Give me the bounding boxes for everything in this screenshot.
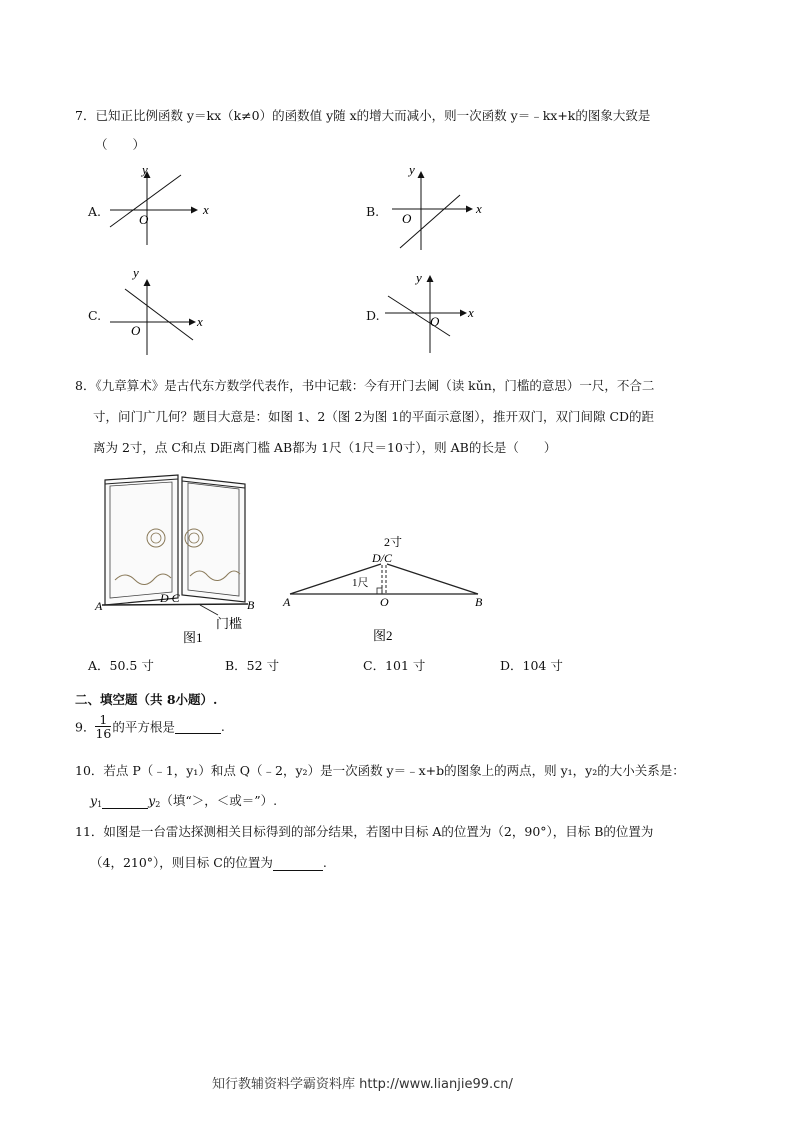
q8-line3: 离为 2寸，点 C和点 D距离门槛 AB都为 1尺（1尺＝10寸），则 AB的长是（ ） bbox=[93, 440, 557, 455]
label-a: A bbox=[283, 595, 291, 609]
q8-figure-2 bbox=[280, 532, 495, 647]
figure-1-caption: 图1 bbox=[183, 630, 203, 645]
q11-end: . bbox=[322, 855, 327, 870]
q10-y1: y bbox=[90, 793, 98, 808]
q7-option-b-label: B. bbox=[366, 204, 380, 219]
fraction-denominator: 16 bbox=[95, 726, 112, 741]
q10-tail: （填“＞，＜或＝”）. bbox=[160, 793, 278, 808]
label-b: B bbox=[475, 595, 483, 609]
label-gap: 2寸 bbox=[384, 535, 403, 549]
q9-text: 的平方根是 bbox=[112, 719, 175, 735]
q11-line2 bbox=[90, 853, 327, 871]
q7-line1 bbox=[75, 106, 650, 124]
label-chi: 1尺 bbox=[352, 577, 369, 589]
figure-2-caption: 图2 bbox=[373, 628, 393, 643]
right-door bbox=[182, 477, 245, 602]
axis-y-label: y bbox=[409, 162, 415, 177]
origin-label: O bbox=[131, 323, 141, 338]
q10-line1 bbox=[75, 761, 685, 779]
q10-number: 10． bbox=[75, 763, 104, 778]
q9-number: 9． bbox=[75, 719, 96, 735]
q9-line bbox=[75, 713, 225, 740]
q7-graph-d bbox=[380, 268, 490, 358]
section-heading: 二、填空题（共 8小题）. bbox=[75, 692, 218, 707]
label-o: O bbox=[380, 595, 389, 609]
q8-option-b: B．52 寸 bbox=[225, 658, 280, 673]
q10-answer-blank[interactable] bbox=[102, 795, 148, 809]
axis-x-label: x bbox=[468, 305, 474, 320]
q11-text-2: （4，210°），则目标 C的位置为 bbox=[90, 855, 273, 870]
q8-line2: 寸，问门广几何？题目大意是：如图 1、2（图 2为图 1的平面示意图），推开双门，双门间隙 CD的距 bbox=[93, 409, 655, 424]
q11-line1 bbox=[75, 822, 653, 840]
q7-graph-a bbox=[105, 160, 220, 250]
page-footer[interactable]: 知行教辅资料学霸资料库 http://www.lianjie99.cn/ bbox=[212, 1077, 513, 1092]
origin-label: O bbox=[139, 212, 149, 227]
origin-label: O bbox=[430, 314, 440, 329]
axis-x-label: x bbox=[197, 314, 203, 329]
axis-y-label: y bbox=[142, 162, 148, 177]
q7-graph-c bbox=[105, 265, 215, 360]
q9-end: . bbox=[220, 719, 225, 734]
axis-y-label: y bbox=[416, 270, 422, 285]
q7-option-a-label: A. bbox=[88, 204, 102, 219]
q9-fraction bbox=[95, 713, 111, 740]
left-door bbox=[105, 475, 178, 605]
q10-sub1: 1 bbox=[97, 800, 103, 809]
q7-option-d-label: D. bbox=[366, 308, 380, 323]
q8-option-c: C．101 寸 bbox=[363, 658, 426, 673]
q7-answer-paren: （ ） bbox=[95, 137, 146, 152]
q7-stem: 已知正比例函数 y＝kx（k≠0）的函数值 y随 x的增大而减小，则一次函数 y＝﹣kx+k的图象大致是 bbox=[95, 108, 651, 123]
q11-text-1: 如图是一台雷达探测相关目标得到的部分结果，若图中目标 A的位置为（2，90°），目标 B的位置为 bbox=[103, 824, 654, 839]
axis-y-label: y bbox=[133, 265, 139, 280]
q8-option-d: D．104 寸 bbox=[500, 658, 563, 673]
fraction-numerator: 1 bbox=[95, 713, 111, 727]
q8-number: 8． bbox=[75, 378, 96, 393]
origin-label: O bbox=[402, 211, 412, 226]
label-dc: D/C bbox=[372, 551, 393, 565]
q8-text-1: 《九章算术》是古代东方数学代表作，书中记载：今有开门去阃（读 kǔn，门槛的意思）一尺，不合二 bbox=[95, 378, 655, 393]
q7-number: 7． bbox=[75, 108, 96, 123]
q7-option-c-label: C. bbox=[88, 308, 102, 323]
q7-graph-b bbox=[380, 160, 495, 255]
axis-x-label: x bbox=[203, 202, 209, 217]
q10-sub2: 2 bbox=[155, 800, 161, 809]
label-a: A bbox=[95, 599, 103, 613]
q10-y2: y bbox=[148, 793, 156, 808]
q8-line1 bbox=[75, 376, 654, 394]
label-b: B bbox=[247, 598, 255, 612]
q11-answer-blank[interactable] bbox=[273, 857, 323, 871]
q10-text-1: 若点 P（﹣1，y₁）和点 Q（﹣2，y₂）是一次函数 y＝﹣x+b的图象上的两点，则 y₁，y₂的大小关系是： bbox=[103, 763, 685, 778]
label-dc: D C bbox=[160, 591, 180, 605]
label-sill: 门槛 bbox=[216, 616, 243, 631]
axis-x-label: x bbox=[476, 201, 482, 216]
q8-figure-1 bbox=[90, 472, 265, 647]
q11-number: 11． bbox=[75, 824, 104, 839]
q8-option-a: A．50.5 寸 bbox=[88, 658, 154, 673]
q9-answer-blank[interactable] bbox=[175, 720, 221, 734]
q10-line2 bbox=[90, 791, 277, 809]
